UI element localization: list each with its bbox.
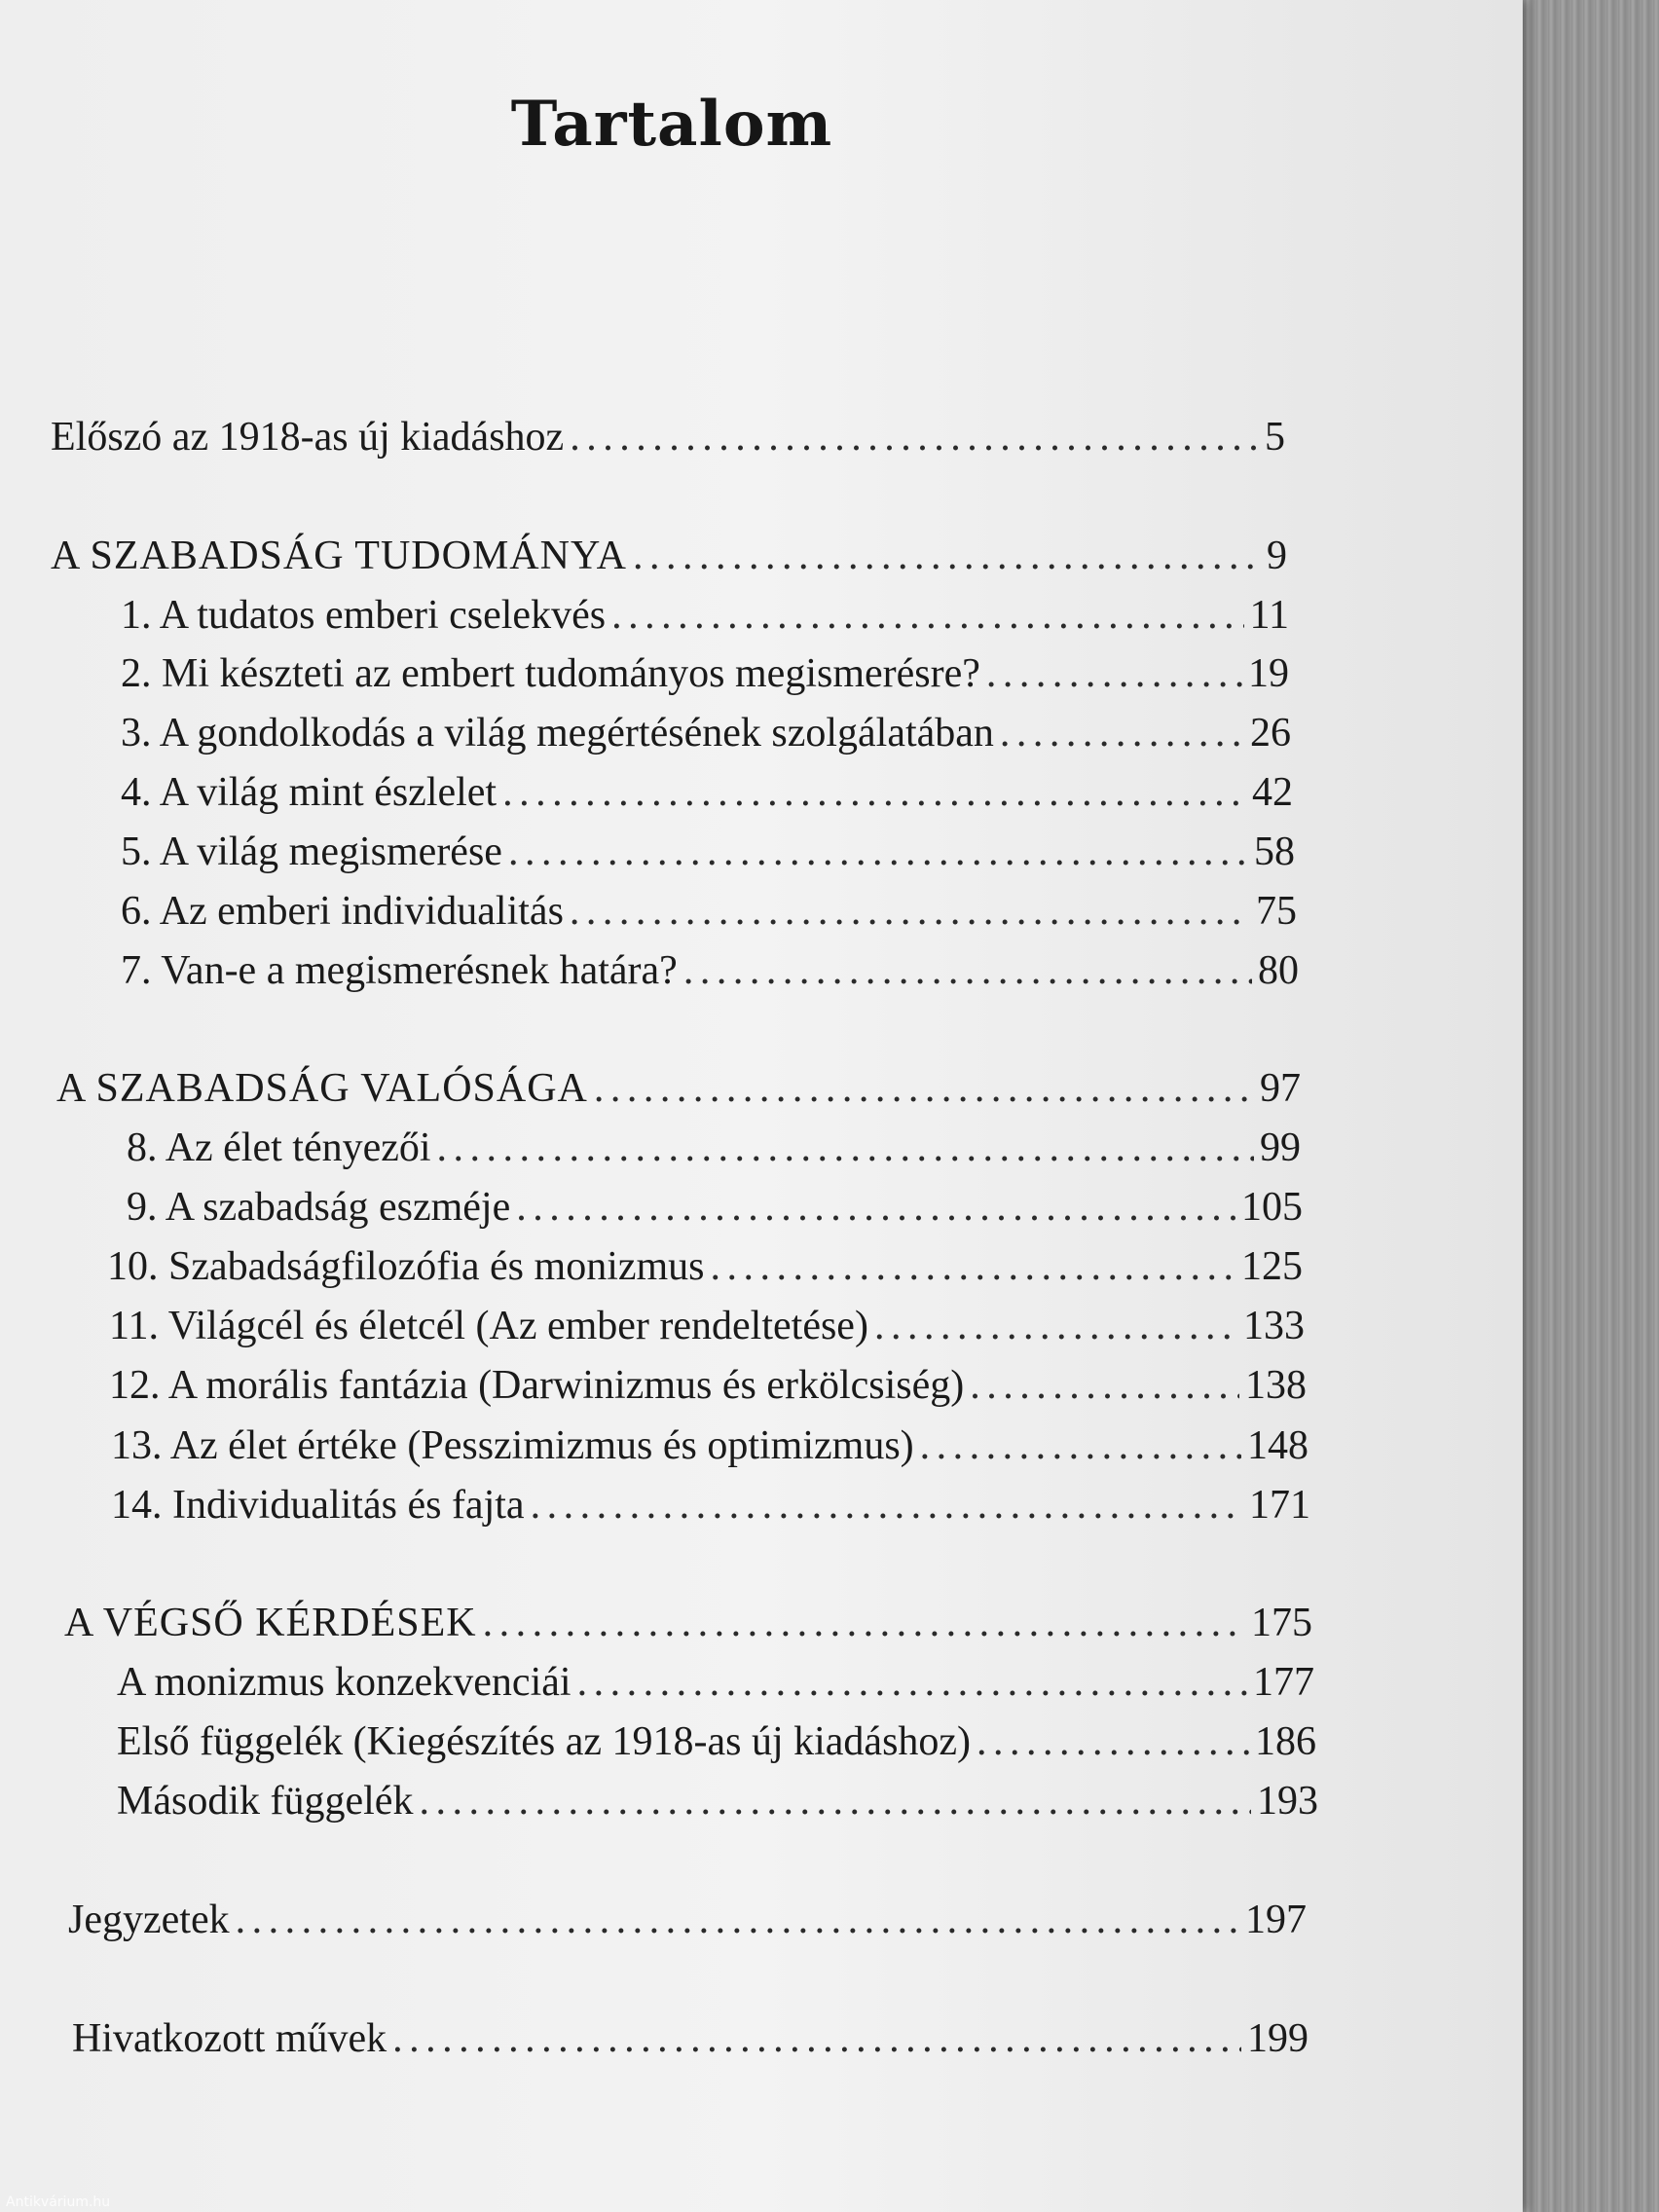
chapter-title: A világ mint észlelet bbox=[159, 770, 498, 815]
chapter-number: 7. bbox=[121, 948, 152, 993]
dot-leader bbox=[483, 1600, 1245, 1646]
dot-leader bbox=[874, 1303, 1237, 1349]
toc-entry-label: Előszó az 1918-as új kiadáshoz bbox=[51, 415, 565, 460]
dot-leader bbox=[570, 414, 1259, 461]
dot-leader bbox=[986, 650, 1242, 697]
toc-entry bbox=[111, 1422, 1309, 1481]
chapter-number: 10. bbox=[107, 1244, 159, 1289]
toc-entry-label bbox=[121, 947, 678, 994]
toc-entry-label bbox=[111, 1482, 525, 1529]
chapter-number: 11. bbox=[109, 1304, 159, 1348]
dot-leader bbox=[419, 1778, 1251, 1825]
toc-part-heading bbox=[56, 1065, 1301, 1124]
chapter-title: Világcél és életcél (Az ember rendeltetése) bbox=[167, 1304, 868, 1348]
toc-entry-label bbox=[121, 769, 497, 816]
dot-leader bbox=[531, 1482, 1243, 1529]
toc-entry-page: 177 bbox=[1253, 1660, 1314, 1705]
toc-entry bbox=[51, 414, 1285, 472]
toc-entry bbox=[121, 829, 1295, 887]
dot-leader bbox=[437, 1124, 1254, 1171]
toc-entry-page: 171 bbox=[1249, 1483, 1310, 1528]
toc-entry bbox=[109, 1303, 1305, 1361]
chapter-title: A morális fantázia (Darwinizmus és erkölcsiség) bbox=[167, 1363, 965, 1408]
toc-entry-page: 5 bbox=[1265, 415, 1285, 460]
toc-entry-page: 75 bbox=[1256, 889, 1297, 934]
toc-entry bbox=[127, 1184, 1303, 1242]
toc-entry-page: 80 bbox=[1258, 948, 1299, 993]
chapter-number: 3. bbox=[121, 711, 152, 756]
toc-entry-page: 138 bbox=[1245, 1363, 1307, 1408]
toc-part-heading bbox=[51, 533, 1287, 591]
dot-leader bbox=[392, 2015, 1241, 2062]
toc-entry-label bbox=[111, 1422, 914, 1469]
chapter-title: Van-e a megismerésnek határa? bbox=[161, 948, 678, 993]
toc-entry-label: A SZABADSÁG TUDOMÁNYA bbox=[51, 534, 627, 578]
dot-leader bbox=[508, 829, 1248, 875]
toc-entry-page: 26 bbox=[1250, 711, 1291, 756]
dot-leader bbox=[611, 592, 1243, 639]
dot-leader bbox=[683, 947, 1252, 994]
toc-entry bbox=[111, 1482, 1310, 1540]
chapter-title: Mi készteti az embert tudományos megismerésre? bbox=[162, 651, 980, 696]
page-title: Tartalom bbox=[510, 88, 833, 161]
toc-entry bbox=[121, 710, 1291, 768]
toc-entry-page: 9 bbox=[1267, 534, 1287, 578]
chapter-number: 1. bbox=[121, 593, 152, 638]
toc-entry-label bbox=[121, 888, 564, 935]
toc-entry bbox=[121, 650, 1289, 709]
toc-entry-label: Jegyzetek bbox=[68, 1898, 230, 1942]
chapter-number: 2. bbox=[121, 651, 152, 696]
chapter-number: 4. bbox=[121, 770, 152, 815]
chapter-title: A tudatos emberi cselekvés bbox=[159, 593, 607, 638]
toc-entry bbox=[121, 769, 1293, 828]
toc-entry-page: 133 bbox=[1243, 1304, 1305, 1348]
chapter-title: A világ megismerése bbox=[159, 830, 502, 874]
chapter-number: 5. bbox=[121, 830, 152, 874]
chapter-title: Az élet értéke (Pesszimizmus és optimizmus) bbox=[169, 1423, 914, 1468]
toc-entry-label bbox=[127, 1184, 510, 1231]
toc-entry-page: 186 bbox=[1255, 1719, 1316, 1764]
chapter-title: Szabadságfilozófia és monizmus bbox=[168, 1244, 705, 1289]
dot-leader bbox=[1000, 710, 1244, 756]
dot-leader bbox=[920, 1422, 1241, 1469]
toc-entry bbox=[117, 1718, 1316, 1777]
chapter-number: 14. bbox=[111, 1483, 163, 1528]
chapter-number: 6. bbox=[121, 889, 152, 934]
chapter-title: A szabadság eszméje bbox=[165, 1185, 511, 1230]
dot-leader bbox=[570, 888, 1250, 935]
toc-entry-page: 19 bbox=[1248, 651, 1289, 696]
toc-entry-page: 197 bbox=[1245, 1898, 1307, 1942]
toc-entry bbox=[117, 1659, 1314, 1717]
dot-leader bbox=[711, 1243, 1235, 1290]
dot-leader bbox=[236, 1897, 1239, 1943]
dot-leader bbox=[633, 533, 1261, 579]
background-surface bbox=[1513, 0, 1659, 2212]
toc-entry bbox=[121, 947, 1299, 1006]
dot-leader bbox=[970, 1362, 1239, 1409]
toc-entry bbox=[121, 592, 1289, 650]
toc-entry-page: 99 bbox=[1260, 1125, 1301, 1170]
toc-entry-label: Első függelék (Kiegészítés az 1918-as új kiadáshoz) bbox=[117, 1719, 972, 1764]
toc-entry-page: 125 bbox=[1241, 1244, 1303, 1289]
toc-entry-label: A monizmus konzekvenciái bbox=[117, 1660, 571, 1705]
toc-entry-label bbox=[121, 592, 606, 639]
toc-entry bbox=[72, 2015, 1309, 2074]
toc-entry bbox=[127, 1124, 1301, 1183]
toc-entry-label: Második függelék bbox=[117, 1779, 414, 1824]
chapter-number: 9. bbox=[127, 1185, 158, 1230]
toc-entry-page: 148 bbox=[1247, 1423, 1309, 1468]
dot-leader bbox=[594, 1065, 1254, 1112]
toc-entry bbox=[121, 888, 1297, 946]
toc-entry-label bbox=[121, 829, 502, 875]
dot-leader bbox=[502, 769, 1246, 816]
toc-entry bbox=[107, 1243, 1303, 1302]
watermark: Antikvárium.hu bbox=[6, 2194, 111, 2210]
toc-part-heading bbox=[64, 1600, 1312, 1658]
chapter-number: 8. bbox=[127, 1125, 158, 1170]
toc-entry-page: 42 bbox=[1252, 770, 1293, 815]
dot-leader bbox=[516, 1184, 1235, 1231]
toc-entry-page: 58 bbox=[1254, 830, 1295, 874]
toc-entry-page: 97 bbox=[1260, 1066, 1301, 1111]
toc-entry bbox=[68, 1897, 1307, 1955]
toc-entry-page: 193 bbox=[1257, 1779, 1318, 1824]
toc-entry-page: 11 bbox=[1249, 593, 1289, 638]
toc-entry-label bbox=[121, 710, 994, 756]
toc-entry-page: 199 bbox=[1247, 2016, 1309, 2061]
chapter-title: Az emberi individualitás bbox=[159, 889, 564, 934]
toc-entry-label bbox=[107, 1243, 705, 1290]
toc-entry-label bbox=[109, 1303, 868, 1349]
dot-leader bbox=[577, 1659, 1247, 1706]
toc-entry-label: A SZABADSÁG VALÓSÁGA bbox=[56, 1066, 588, 1111]
toc-entry-label bbox=[121, 650, 980, 697]
chapter-title: Az élet tényezői bbox=[165, 1125, 431, 1170]
toc-entry-label: A VÉGSŐ KÉRDÉSEK bbox=[64, 1601, 477, 1645]
chapter-number: 13. bbox=[111, 1423, 163, 1468]
toc-entry-label bbox=[109, 1362, 964, 1409]
chapter-title: Individualitás és fajta bbox=[172, 1483, 525, 1528]
chapter-number: 12. bbox=[109, 1363, 161, 1408]
toc-entry-label: Hivatkozott művek bbox=[72, 2016, 387, 2061]
toc-entry bbox=[117, 1778, 1318, 1836]
toc-entry-label bbox=[127, 1124, 431, 1171]
toc-entry-page: 175 bbox=[1251, 1601, 1312, 1645]
toc-entry bbox=[109, 1362, 1307, 1420]
toc-entry-page: 105 bbox=[1241, 1185, 1303, 1230]
chapter-title: A gondolkodás a világ megértésének szolgálatában bbox=[159, 711, 994, 756]
dot-leader bbox=[977, 1718, 1249, 1765]
